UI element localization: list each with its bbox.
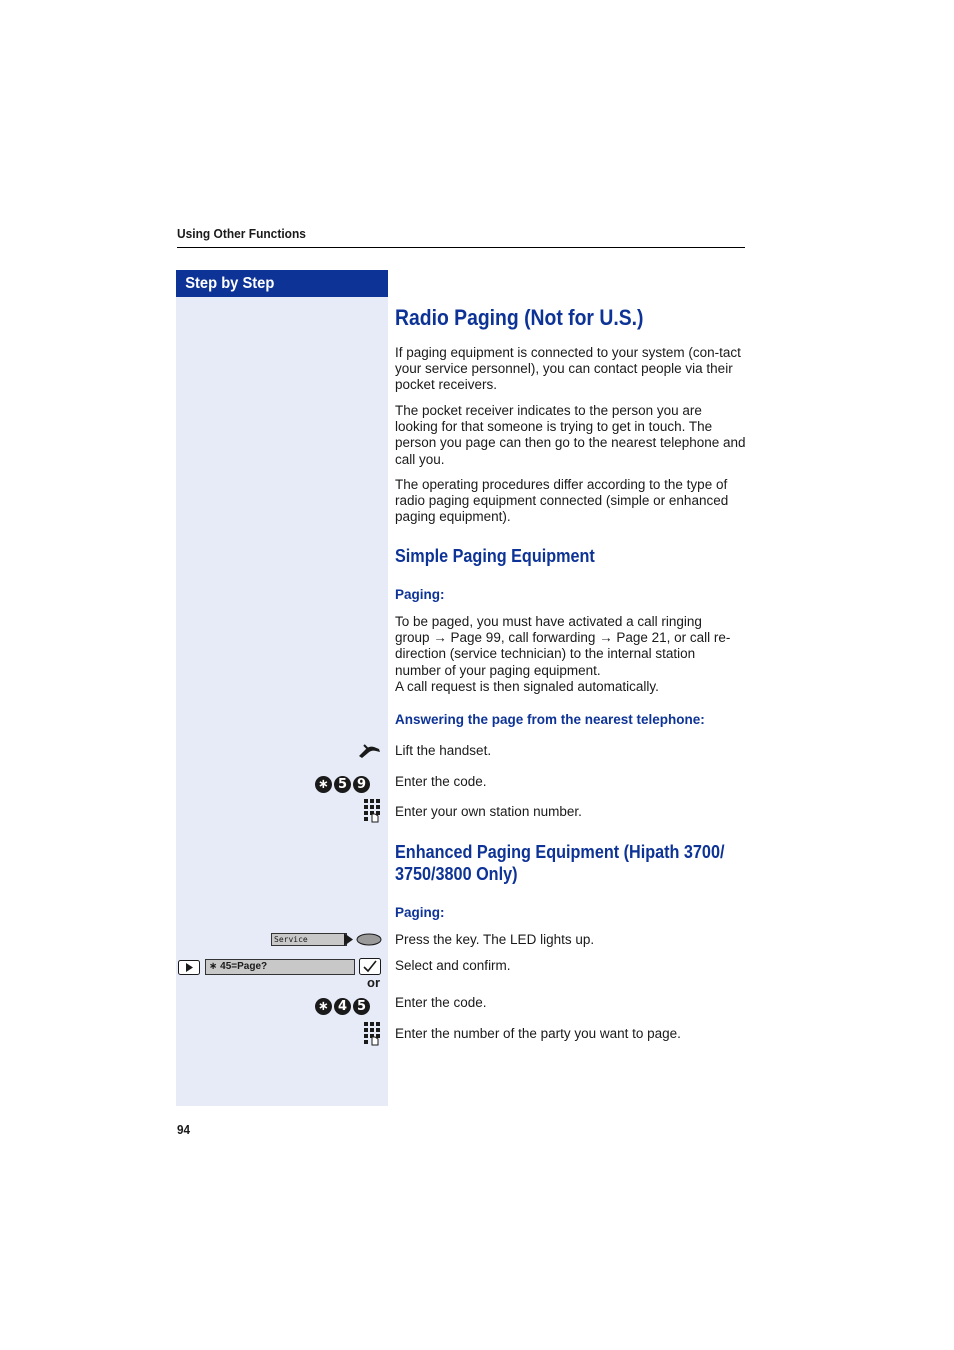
step-enter-station-number: Enter your own station number.: [395, 804, 582, 819]
page-number: 94: [177, 1122, 191, 1137]
or-label: or: [367, 975, 380, 990]
code-keys-icon: [313, 997, 370, 1015]
menu-display: ∗ 45=Page?: [205, 959, 355, 975]
enhanced-heading-line: 3750/3800 Only): [395, 864, 518, 884]
step-enter-code: Enter the code.: [395, 774, 487, 789]
scroll-next-icon[interactable]: [178, 960, 200, 975]
intro-paragraph-2: The pocket receiver indicates to the person you are looking for that someone is trying to get in touch. The person you page can then go to the nearest telephone and call you.: [395, 403, 746, 467]
step-press-key: Press the key. The LED lights up.: [395, 932, 595, 947]
simple-paragraph-line: To be paged, you must have activated a call ringing: [395, 614, 702, 629]
simple-subheading: Paging:: [395, 587, 445, 602]
step-select-confirm: Select and confirm.: [395, 958, 511, 973]
enhanced-heading-line: Enhanced Paging Equipment (Hipath 3700/: [395, 842, 725, 862]
code-keys-icon: [313, 775, 370, 793]
sidebar-title: [176, 270, 388, 297]
step-enter-code-enhanced: Enter the code.: [395, 995, 487, 1010]
keypad-icon: [364, 799, 380, 823]
answer-heading: Answering the page from the nearest telephone:: [395, 712, 705, 727]
confirm-check-icon[interactable]: [359, 958, 381, 975]
step-enter-party-number: Enter the number of the party you want to page.: [395, 1026, 681, 1041]
enhanced-subheading: Paging:: [395, 905, 445, 920]
step-lift-handset: Lift the handset.: [395, 743, 492, 758]
section-header: Using Other Functions: [177, 226, 306, 241]
key-5: 5: [334, 776, 351, 793]
simple-heading: Simple Paging Equipment: [395, 546, 595, 566]
key-5: 5: [353, 998, 370, 1015]
simple-paragraph-line: A call request is then signaled automatically.: [395, 678, 659, 694]
simple-paragraph-line: group → Page 99, call forwarding → Page 21, or call re-: [395, 630, 731, 646]
step-sidebar: [176, 270, 388, 1106]
simple-paragraph: [395, 614, 755, 695]
service-display: Service: [271, 933, 347, 946]
simple-paragraph-line: direction (service technician) to the internal station: [395, 646, 696, 662]
key-star: ∗: [315, 776, 332, 793]
key-9: 9: [353, 776, 370, 793]
sidebar-title-text: Step by Step: [185, 275, 275, 292]
keypad-icon: [364, 1022, 380, 1046]
enhanced-heading: [395, 841, 724, 885]
page-title: Radio Paging (Not for U.S.): [395, 305, 644, 330]
simple-paragraph-line: number of your paging equipment.: [395, 662, 601, 678]
intro-paragraph-1: If paging equipment is connected to your system (con-tact your service personnel), you can contact people via their pocket receivers.: [395, 345, 741, 393]
key-star: ∗: [315, 998, 332, 1015]
intro-paragraph-3: The operating procedures differ according to the type of radio paging equipment connected (simple or enhanced paging equipment).: [395, 477, 729, 525]
key-4: 4: [334, 998, 351, 1015]
function-key-icon[interactable]: [356, 933, 382, 946]
arrow-right-icon: [344, 933, 353, 946]
handset-icon: [357, 743, 382, 759]
header-rule: [177, 247, 745, 248]
